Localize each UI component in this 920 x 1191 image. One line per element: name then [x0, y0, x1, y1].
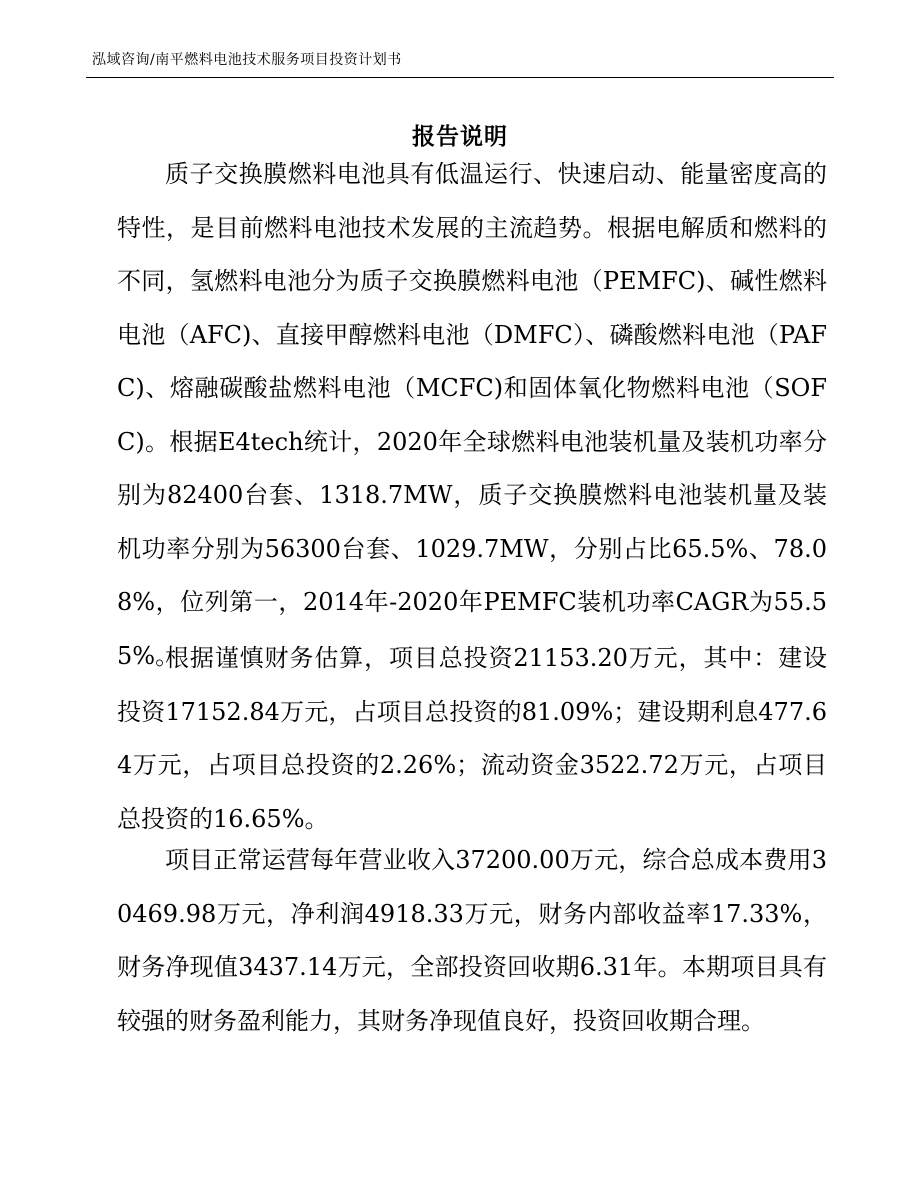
paragraph-overview: 质子交换膜燃料电池具有低温运行、快速启动、能量密度高的特性，是目前燃料电池技术发展的主流趋势。根据电解质和燃料的不同，氢燃料电池分为质子交换膜燃料电池（PEMFC)、碱性燃料电池（AFC)、直接甲醇燃料电池（DMFC）、磷酸燃料电池（PAFC)、熔融碳酸盐燃料电池（MCFC)和固体氧化物燃料电池（SOFC)。根据E4tech统计，2020年全球燃料电池装机量及装机功率分别为82400台套、1318.7MW，质子交换膜燃料电池装机量及装机功率分别为56300台套、1029.7MW，分别占比65.5%、78.08%，位列第一，2014年-2020年PEMFC装机功率CAGR为55.55%。: [117, 160, 827, 670]
paragraph-investment: 根据谨慎财务估算，项目总投资21153.20万元，其中：建设投资17152.84万元，占项目总投资的81.09%；建设期利息477.64万元，占项目总投资的2.26%；流动资金3522.72万元，占项目总投资的16.65%。: [117, 644, 827, 833]
header-divider: [86, 77, 834, 78]
page-title: 报告说明: [412, 123, 508, 150]
paragraph-financials: 项目正常运营每年营业收入37200.00万元，综合总成本费用30469.98万元，净利润4918.33万元，财务内部收益率17.33%，财务净现值3437.14万元，全部投资回收期6.31年。本期项目具有较强的财务盈利能力，其财务净现值良好，投资回收期合理。: [117, 846, 827, 1035]
running-header: 泓域咨询/南平燃料电池技术服务项目投资计划书: [92, 52, 402, 68]
